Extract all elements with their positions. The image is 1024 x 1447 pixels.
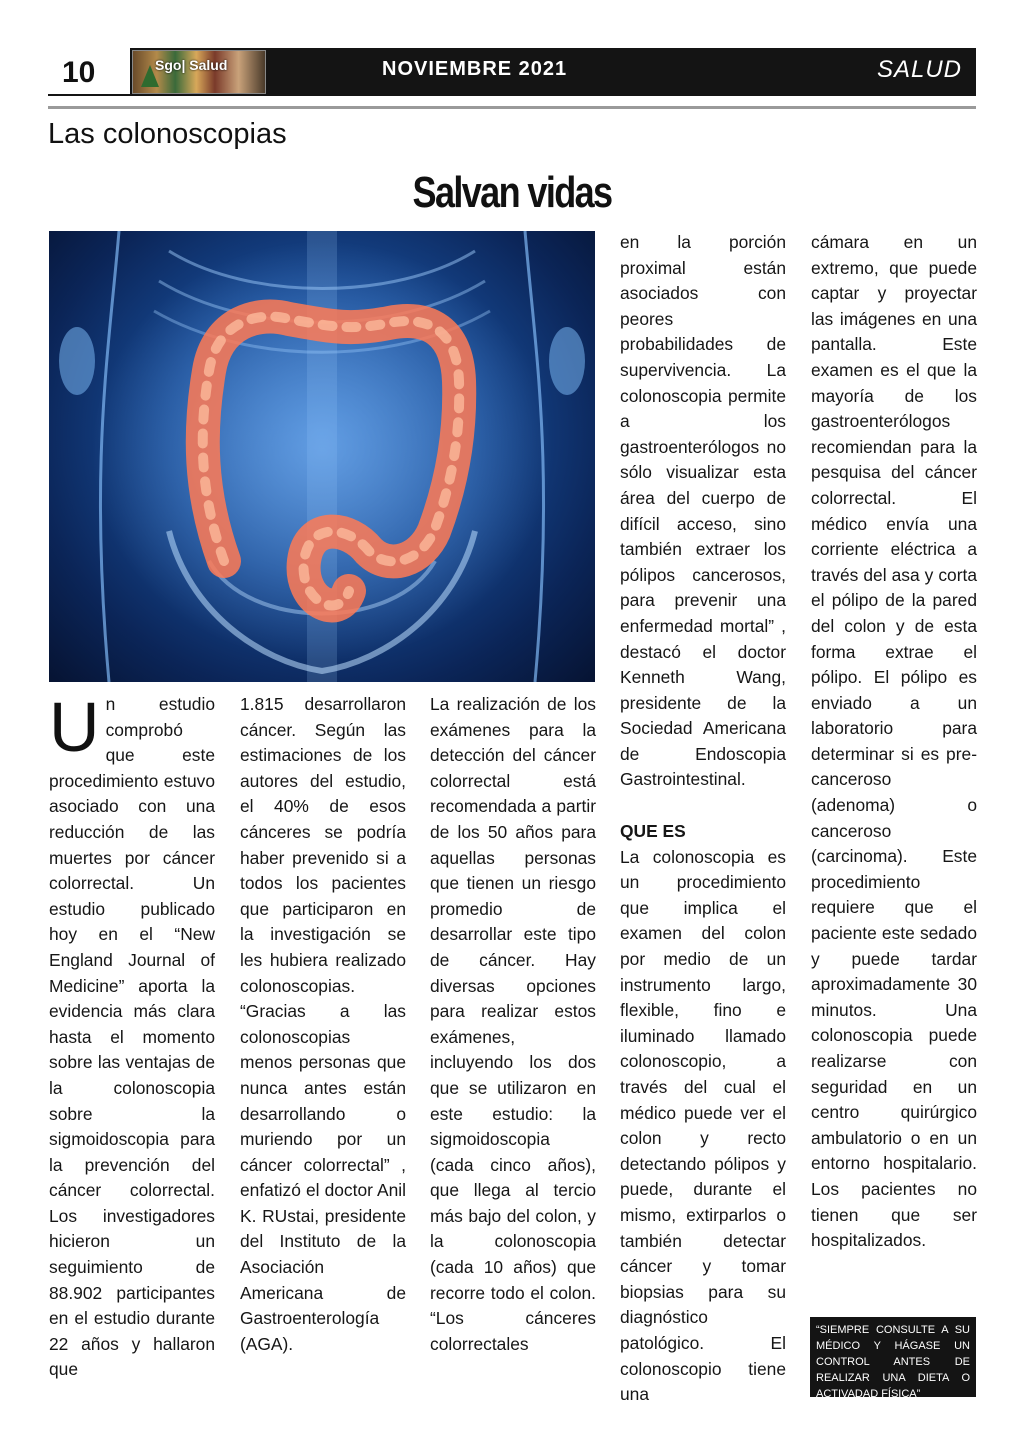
column-1-text: n estudio comprobó que este procedimiento estuvo asociado con una reducción de las muertes por cáncer colorrectal. Un estudio publicado hoy en el “New England Journal of Medicine” aporta la evidencia más clara hasta el momento sobre las ventajas de la colonoscopia sobre la sigmoidoscopia para la prevención del cáncer colorrectal. Los investigadores hicieron un seguimiento de 88.902 participantes en el estudio durante 22 años y hallaron que bbox=[49, 694, 215, 1380]
section-name: SALUD bbox=[876, 56, 962, 83]
page-number-box bbox=[48, 48, 130, 96]
page-header bbox=[48, 48, 976, 100]
article-headline: Salvan vidas bbox=[412, 168, 612, 217]
article-column-3 bbox=[430, 692, 596, 1357]
article-column-2 bbox=[240, 692, 406, 1357]
callout-box: “SIEMPRE CONSULTE A SU MÉDICO Y HÁGASE UN CONTROL ANTES DE REALIZAR UNA DIETA O ACTIVADAD FÍSICA” bbox=[810, 1317, 976, 1397]
article-column-5 bbox=[811, 230, 977, 1254]
article-kicker: Las colonoscopias bbox=[48, 118, 287, 150]
column-4-text: en la porción proximal están asociados con peores probabilidades de supervivencia. La colonoscopia permite a los gastroenterólogos no sólo visualizar esta área del cuerpo de difícil acceso, sino también extraer los pólipos cancerosos, para prevenir una enfermedad mortal” , destacó el doctor Kenneth Wang, presidente de la Sociedad Americana de Endoscopia Gastrointestinal. bbox=[620, 232, 786, 790]
column-5-text: cámara en un extremo, que puede captar y proyectar las imágenes en una pantalla. Este examen es el que la mayoría de los gastroenterólogos recomiendan para la pesquisa del cáncer colorrectal. El médico envía una corriente eléctrica a través del asa y corta el pólipo de la pared del colon y de esta forma extrae el pólipo. El pólipo es enviado a un laboratorio para determinar si es pre-canceroso (adenoma) o canceroso (carcinoma). Este procedimiento requiere que el paciente este sedado y puede tardar aproximadamente 30 minutos. Una colonoscopia puede realizarse con seguridad en un centro quirúrgico ambulatorio o en un entorno hospitalario. Los pacientes no tienen que ser hospitalizados. bbox=[811, 232, 977, 1251]
logo-text: Sgo| Salud bbox=[155, 57, 228, 73]
column-4-text-2: La colonoscopia es un procedimiento que implica el examen del colon por medio de un instrumento largo, flexible, fino e iluminado llamado colonoscopio, a través del cual el médico puede ver el colon y recto detectando pólipos y puede, durante el mismo, extirparlos o también detectar cáncer y tomar biopsias para su diagnóstico patológico. El colonoscopio tiene una bbox=[620, 846, 786, 1405]
article-column-4 bbox=[620, 230, 786, 1408]
drop-cap: U bbox=[49, 688, 100, 766]
colon-anatomy-illustration bbox=[49, 231, 595, 682]
column-2-text: 1.815 desarrollaron cáncer. Según las estimaciones de los autores del estudio, el 40% de esos cánceres se podría haber prevenido si a todos los pacientes que participaron en la investigación se les hubiera realizado colonoscopias. “Gracias a las colonoscopias menos personas que nunca antes están desarrollando o muriendo por un cáncer colorrectal” , enfatizó el doctor Anil K. RUstai, presidente del Instituto de la Asociación Americana de Gastroenterología (AGA). bbox=[240, 694, 406, 1354]
column-3-text: La realización de los exámenes para la detección del cáncer colorrectal está recomendada a partir de los 50 años para aquellas personas que tienen un riesgo promedio de desarrollar este tipo de cáncer. Hay diversas opciones para realizar estos exámenes, incluyendo los dos que se utilizaron en este estudio: la sigmoidoscopia (cada cinco años), que llega al tercio más bajo del colon, y la colonoscopia (cada 10 años) que recorre todo el colon. “Los cánceres colorrectales bbox=[430, 694, 596, 1354]
article-column-1 bbox=[49, 688, 215, 1383]
issue-date: NOVIEMBRE 2021 bbox=[382, 58, 568, 80]
logo bbox=[132, 50, 266, 94]
subheading: QUE ES bbox=[620, 821, 686, 842]
page-number: 10 bbox=[62, 56, 96, 89]
header-rule bbox=[48, 106, 976, 109]
